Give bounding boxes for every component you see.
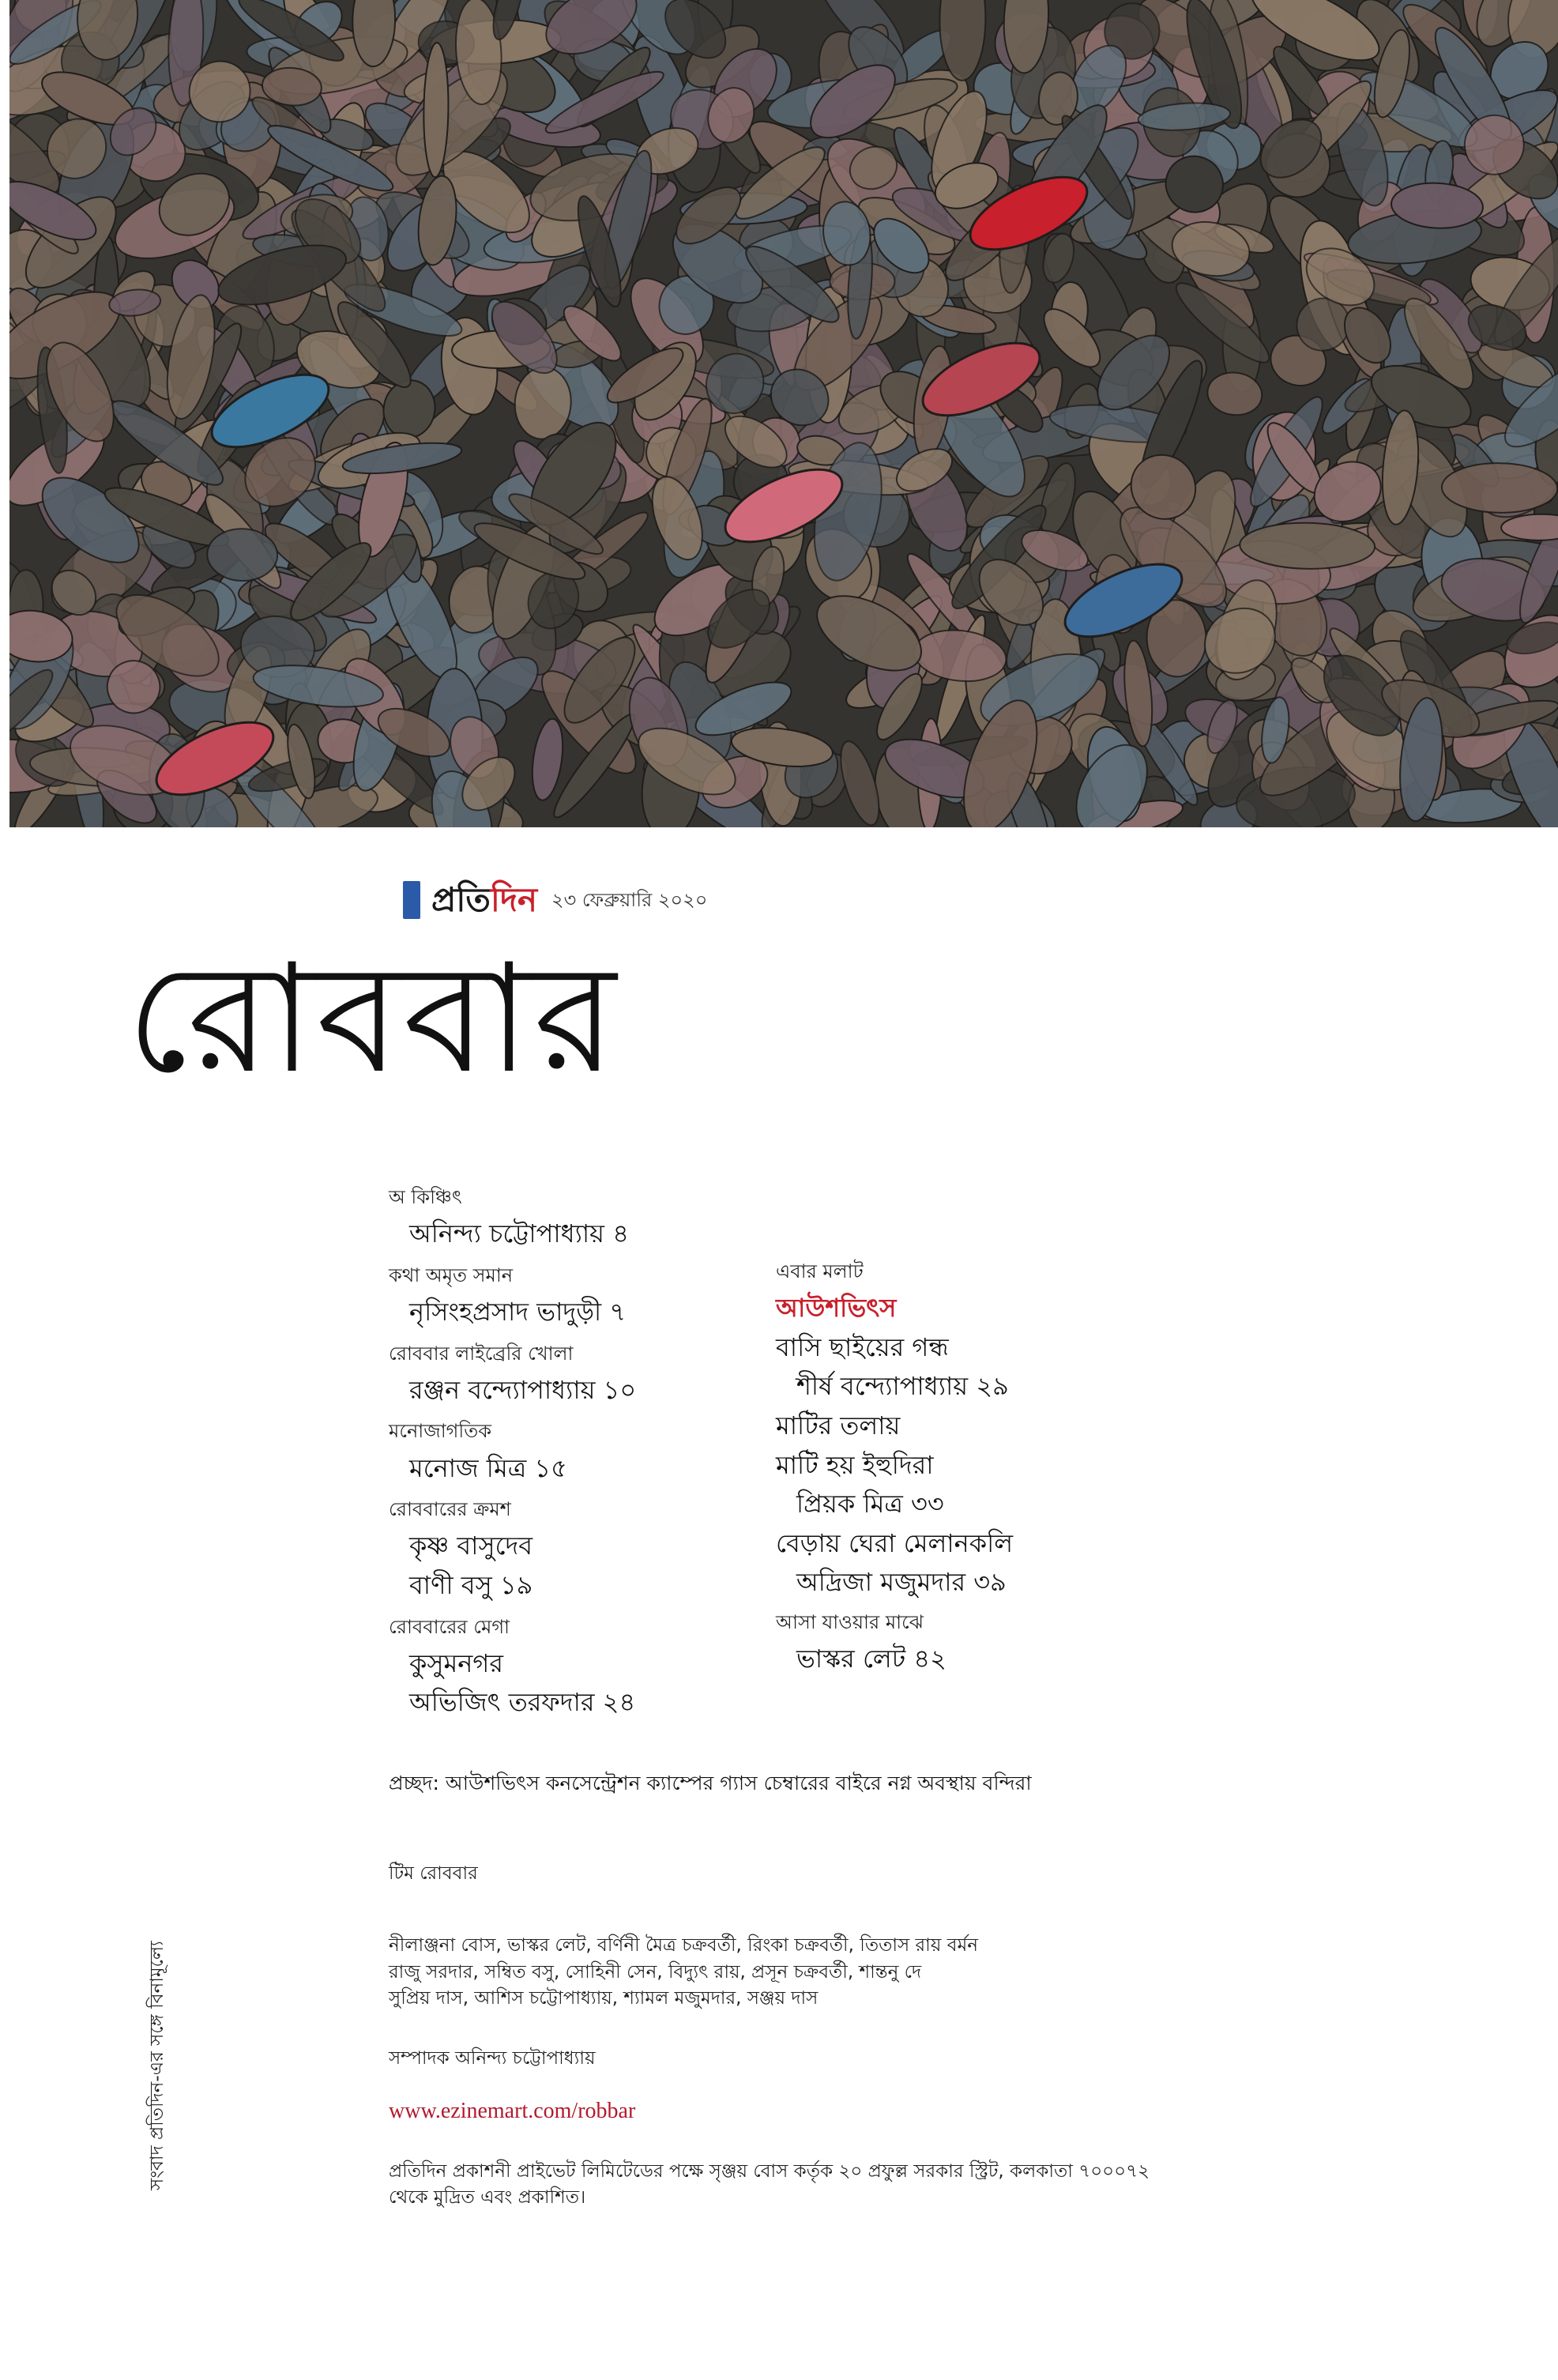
toc-section: অ কিঞ্চিৎ xyxy=(389,1186,462,1208)
cover-story-title: আউশভিৎস xyxy=(776,1293,897,1324)
toc-entry xyxy=(389,1419,760,1488)
toc-item: রঞ্জন বন্দ্যোপাধ্যায় ১০ xyxy=(409,1374,637,1405)
toc-headline: মাটির তলায় xyxy=(776,1410,901,1440)
side-note: সংবাদ প্রতিদিন-এর সঙ্গে বিনামূল্যে xyxy=(147,1941,167,2190)
toc-item: কৃষ্ণ বাসুদেব xyxy=(409,1531,533,1561)
toc-section: রোববারের মেগা xyxy=(389,1615,510,1638)
toc-item: বাণী বসু ১৯ xyxy=(409,1569,533,1600)
toc-item: নৃসিংহপ্রসাদ ভাদুড়ী ৭ xyxy=(409,1296,627,1327)
brand-logo: প্রতিদিন xyxy=(431,880,538,919)
team-line: রাজু সরদার, সম্বিত বসু, সোহিনী সেন, বিদ্যুৎ রায়, প্রসূন চক্রবর্তী, শান্তনু দে xyxy=(389,1961,922,1983)
toc-item: অনিন্দ্য চট্টোপাধ্যায় ৪ xyxy=(409,1218,629,1249)
cover-caption: প্রচ্ছদ: আউশভিৎস কনসেন্ট্রেশন ক্যাম্পের গ্যাস চেম্বারের বাইরে নগ্ন অবস্থায় বন্দিরা xyxy=(389,1772,1032,1794)
team-members xyxy=(389,1933,1258,2012)
toc-item: অভিজিৎ তরফদার ২৪ xyxy=(409,1687,636,1718)
toc-item: ভাস্কর লেট ৪২ xyxy=(796,1644,946,1674)
brand-mark-icon xyxy=(403,881,420,919)
toc-right-column xyxy=(776,1260,1131,1679)
toc-section: মনোজাগতিক xyxy=(389,1420,492,1443)
team-credits xyxy=(389,1861,1258,2012)
team-label: টিম রোববার xyxy=(389,1863,478,1884)
toc-entry xyxy=(389,1185,760,1254)
toc-item: কুসুমনগর xyxy=(409,1648,503,1678)
toc-section: রোববারের ক্রমশ xyxy=(389,1498,511,1521)
toc-author: প্রিয়ক মিত্র ৩৩ xyxy=(796,1489,944,1520)
editor-credit: সম্পাদক অনিন্দ্য চট্টোপাধ্যায় xyxy=(389,2048,596,2069)
toc-section: আসা যাওয়ার মাঝে xyxy=(776,1610,924,1633)
masthead xyxy=(126,881,758,1134)
website-link[interactable]: www.ezinemart.com/robbar xyxy=(389,2099,636,2123)
toc-author: শীর্ষ বন্দ্যোপাধ্যায় ২৯ xyxy=(796,1371,1009,1402)
toc-entry xyxy=(389,1615,760,1723)
toc-section: এবার মলাট xyxy=(776,1260,864,1282)
magazine-title: রোববার xyxy=(126,932,619,1106)
imprint-note: প্রতিদিন প্রকাশনী প্রাইভেট লিমিটেডের পক্ষে সৃঞ্জয় বোস কর্তৃক ২০ প্রফুল্ল সরকার স্ট্রিট, কলকাতা ৭০০০৭২ থেকে মুদ্রিত এবং প্রকাশিত। xyxy=(389,2161,1150,2209)
issue-date: ২৩ ফেব্রুয়ারি ২০২০ xyxy=(551,889,708,911)
pile-of-shoes-photo xyxy=(9,0,1558,827)
toc-left-column xyxy=(389,1185,760,1732)
toc-headline: বাসি ছাইয়ের গন্ধ xyxy=(776,1331,949,1362)
cover-photo xyxy=(9,0,1558,827)
team-line: নীলাঞ্জনা বোস, ভাস্কর লেট, বর্ণিনী মৈত্র চক্রবর্তী, রিংকা চক্রবর্তী, তিতাস রায় বর্মন xyxy=(389,1935,979,1956)
toc-headline: বেড়ায় ঘেরা মেলানকলি xyxy=(776,1527,1014,1558)
toc-entry xyxy=(389,1497,760,1605)
toc-headline: মাটি হয় ইহুদিরা xyxy=(776,1449,934,1480)
toc-entry xyxy=(389,1342,760,1410)
toc-section: কথা অমৃত সমান xyxy=(389,1263,514,1286)
team-line: সুপ্রিয় দাস, আশিস চট্টোপাধ্যায়, শ্যামল মজুমদার, সঞ্জয় দাস xyxy=(389,1988,819,2009)
brand xyxy=(403,881,707,919)
toc-entry xyxy=(389,1263,760,1332)
toc-section: রোববার লাইব্রেরি খোলা xyxy=(389,1342,574,1365)
toc-author: অদ্রিজা মজুমদার ৩৯ xyxy=(796,1567,1007,1598)
toc-item: মনোজ মিত্র ১৫ xyxy=(409,1452,567,1483)
